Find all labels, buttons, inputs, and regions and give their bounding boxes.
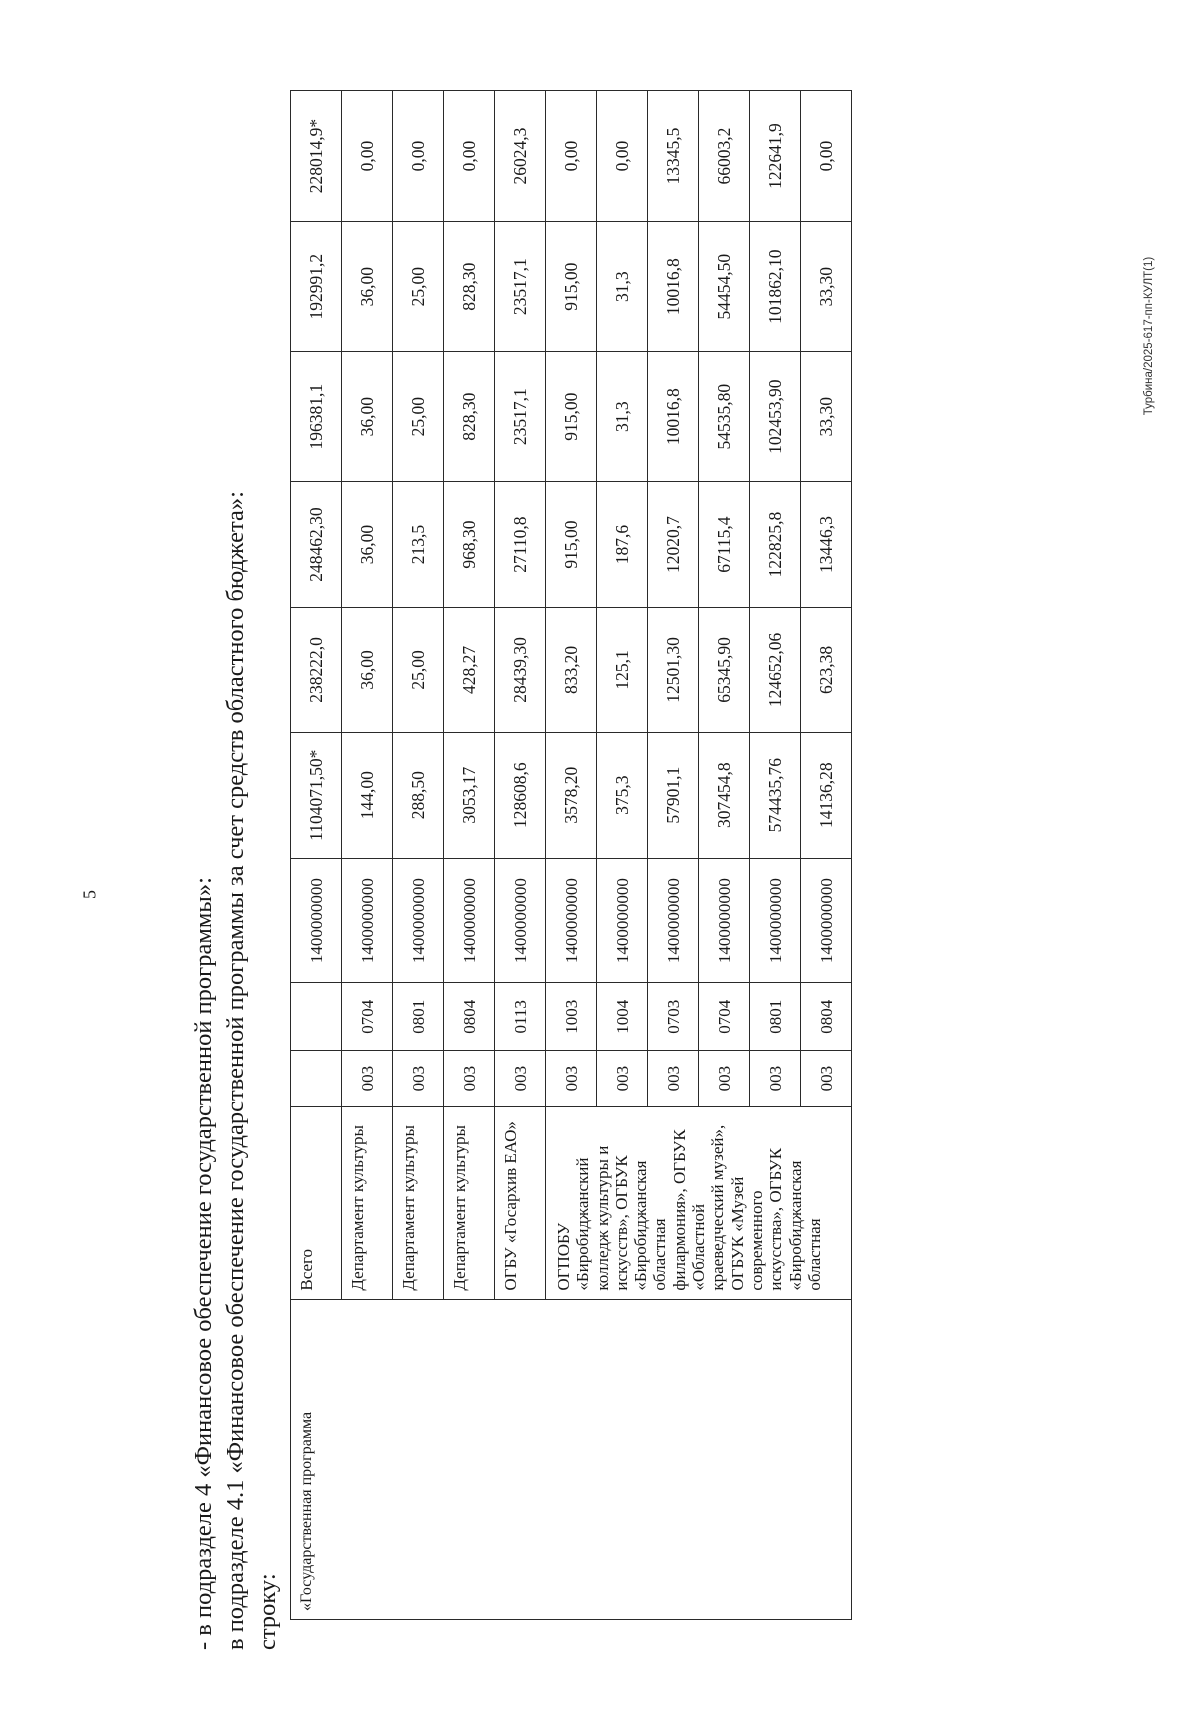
amount-cell: 0,00	[444, 91, 495, 222]
grbs-code-cell: 003	[648, 1051, 699, 1107]
section-code-cell: 0804	[801, 983, 852, 1051]
section-code-cell: 1003	[546, 983, 597, 1051]
amount-cell: 65345,90	[699, 608, 750, 733]
amount-cell: 25,00	[393, 352, 444, 482]
section-heading	[188, 150, 284, 1650]
amount-cell: 968,30	[444, 482, 495, 608]
grbs-code-cell: 003	[801, 1051, 852, 1107]
amount-cell: 3053,17	[444, 732, 495, 858]
target-article-cell: 1400000000	[750, 858, 801, 983]
amount-cell: 192991,2	[291, 222, 342, 352]
amount-cell: 10016,8	[648, 352, 699, 482]
executor-cell: Департамент культуры	[444, 1107, 495, 1299]
amount-cell: 102453,90	[750, 352, 801, 482]
amount-cell: 915,00	[546, 222, 597, 352]
amount-cell: 828,30	[444, 222, 495, 352]
amount-cell: 122825,8	[750, 482, 801, 608]
executor-cell: Департамент культуры	[342, 1107, 393, 1299]
heading-line-3: строку:	[254, 1573, 281, 1650]
amount-cell: 66003,2	[699, 91, 750, 222]
amount-cell: 288,50	[393, 732, 444, 858]
executor-cell: Всего	[291, 1107, 342, 1299]
target-article-cell: 1400000000	[546, 858, 597, 983]
grbs-code-cell: 003	[750, 1051, 801, 1107]
amount-cell: 915,00	[546, 482, 597, 608]
executor-group-cell: ОГПОБУ «Биробиджанский колледж культуры и искусств», ОГБУК «Биробиджанская областная филармония», ОГБУК «Областной краеведческий музей», ОГБУК «Музей современного искусства», ОГБУК «Биробиджанская областная	[546, 1107, 852, 1299]
amount-cell: 36,00	[342, 352, 393, 482]
section-code-cell: 0801	[393, 983, 444, 1051]
grbs-code-cell: 003	[546, 1051, 597, 1107]
amount-cell: 54454,50	[699, 222, 750, 352]
amount-cell: 187,6	[597, 482, 648, 608]
amount-cell: 915,00	[546, 352, 597, 482]
amount-cell: 25,00	[393, 222, 444, 352]
amount-cell: 248462,30	[291, 482, 342, 608]
amount-cell: 12501,30	[648, 608, 699, 733]
heading-line-2: в подразделе 4.1 «Финансовое обеспечение государственной программы за счет средств областного бюджета»:	[222, 491, 249, 1650]
grbs-code-cell: 003	[699, 1051, 750, 1107]
amount-cell: 33,30	[801, 352, 852, 482]
amount-cell: 238222,0	[291, 608, 342, 733]
amount-cell: 833,20	[546, 608, 597, 733]
target-article-cell: 1400000000	[444, 858, 495, 983]
amount-cell: 36,00	[342, 482, 393, 608]
amount-cell: 428,27	[444, 608, 495, 733]
amount-cell: 0,00	[342, 91, 393, 222]
amount-cell: 13446,3	[801, 482, 852, 608]
amount-cell: 13345,5	[648, 91, 699, 222]
amount-cell: 36,00	[342, 608, 393, 733]
target-article-cell: 1400000000	[393, 858, 444, 983]
amount-cell: 23517,1	[495, 352, 546, 482]
amount-cell: 128608,6	[495, 732, 546, 858]
grbs-code-cell	[291, 1051, 342, 1107]
amount-cell: 27110,8	[495, 482, 546, 608]
amount-cell: 33,30	[801, 222, 852, 352]
section-code-cell: 0113	[495, 983, 546, 1051]
amount-cell: 31,3	[597, 222, 648, 352]
grbs-code-cell: 003	[342, 1051, 393, 1107]
amount-cell: 101862,10	[750, 222, 801, 352]
executor-cell: Департамент культуры	[393, 1107, 444, 1299]
amount-cell: 12020,7	[648, 482, 699, 608]
program-label-cell: «Государственная программа	[291, 1299, 852, 1619]
amount-cell: 36,00	[342, 222, 393, 352]
grbs-code-cell: 003	[393, 1051, 444, 1107]
amount-cell: 828,30	[444, 352, 495, 482]
amount-cell: 122641,9	[750, 91, 801, 222]
amount-cell: 196381,1	[291, 352, 342, 482]
target-article-cell: 1400000000	[291, 858, 342, 983]
amount-cell: 10016,8	[648, 222, 699, 352]
section-code-cell: 0704	[342, 983, 393, 1051]
amount-cell: 144,00	[342, 732, 393, 858]
page-number: 5	[79, 890, 100, 899]
section-code-cell: 0801	[750, 983, 801, 1051]
target-article-cell: 1400000000	[495, 858, 546, 983]
amount-cell: 213,5	[393, 482, 444, 608]
section-code-cell: 0703	[648, 983, 699, 1051]
section-code-cell	[291, 983, 342, 1051]
grbs-code-cell: 003	[597, 1051, 648, 1107]
amount-cell: 574435,76	[750, 732, 801, 858]
amount-cell: 67115,4	[699, 482, 750, 608]
amount-cell: 125,1	[597, 608, 648, 733]
target-article-cell: 1400000000	[801, 858, 852, 983]
heading-line-1: - в подразделе 4 «Финансовое обеспечение государственной программы»:	[190, 877, 217, 1650]
amount-cell: 57901,1	[648, 732, 699, 858]
amount-cell: 375,3	[597, 732, 648, 858]
section-code-cell: 1004	[597, 983, 648, 1051]
document-code: Турбина/2025-617-пп-КУЛТ(1)	[1143, 256, 1156, 416]
amount-cell: 31,3	[597, 352, 648, 482]
amount-cell: 25,00	[393, 608, 444, 733]
target-article-cell: 1400000000	[648, 858, 699, 983]
amount-cell: 0,00	[801, 91, 852, 222]
grbs-code-cell: 003	[444, 1051, 495, 1107]
amount-cell: 54535,80	[699, 352, 750, 482]
executor-cell: ОГБУ «Госархив ЕАО»	[495, 1107, 546, 1299]
amount-cell: 307454,8	[699, 732, 750, 858]
finance-table	[290, 90, 852, 1620]
amount-cell: 228014,9*	[291, 91, 342, 222]
grbs-code-cell: 003	[495, 1051, 546, 1107]
amount-cell: 0,00	[546, 91, 597, 222]
amount-cell: 23517,1	[495, 222, 546, 352]
amount-cell: 28439,30	[495, 608, 546, 733]
amount-cell: 623,38	[801, 608, 852, 733]
table-row	[291, 91, 342, 1620]
amount-cell: 1104071,50*	[291, 732, 342, 858]
amount-cell: 0,00	[597, 91, 648, 222]
finance-table-wrapper	[290, 90, 852, 1620]
amount-cell: 26024,3	[495, 91, 546, 222]
target-article-cell: 1400000000	[597, 858, 648, 983]
amount-cell: 0,00	[393, 91, 444, 222]
amount-cell: 124652,06	[750, 608, 801, 733]
section-code-cell: 0804	[444, 983, 495, 1051]
amount-cell: 3578,20	[546, 732, 597, 858]
target-article-cell: 1400000000	[699, 858, 750, 983]
target-article-cell: 1400000000	[342, 858, 393, 983]
section-code-cell: 0704	[699, 983, 750, 1051]
amount-cell: 14136,28	[801, 732, 852, 858]
